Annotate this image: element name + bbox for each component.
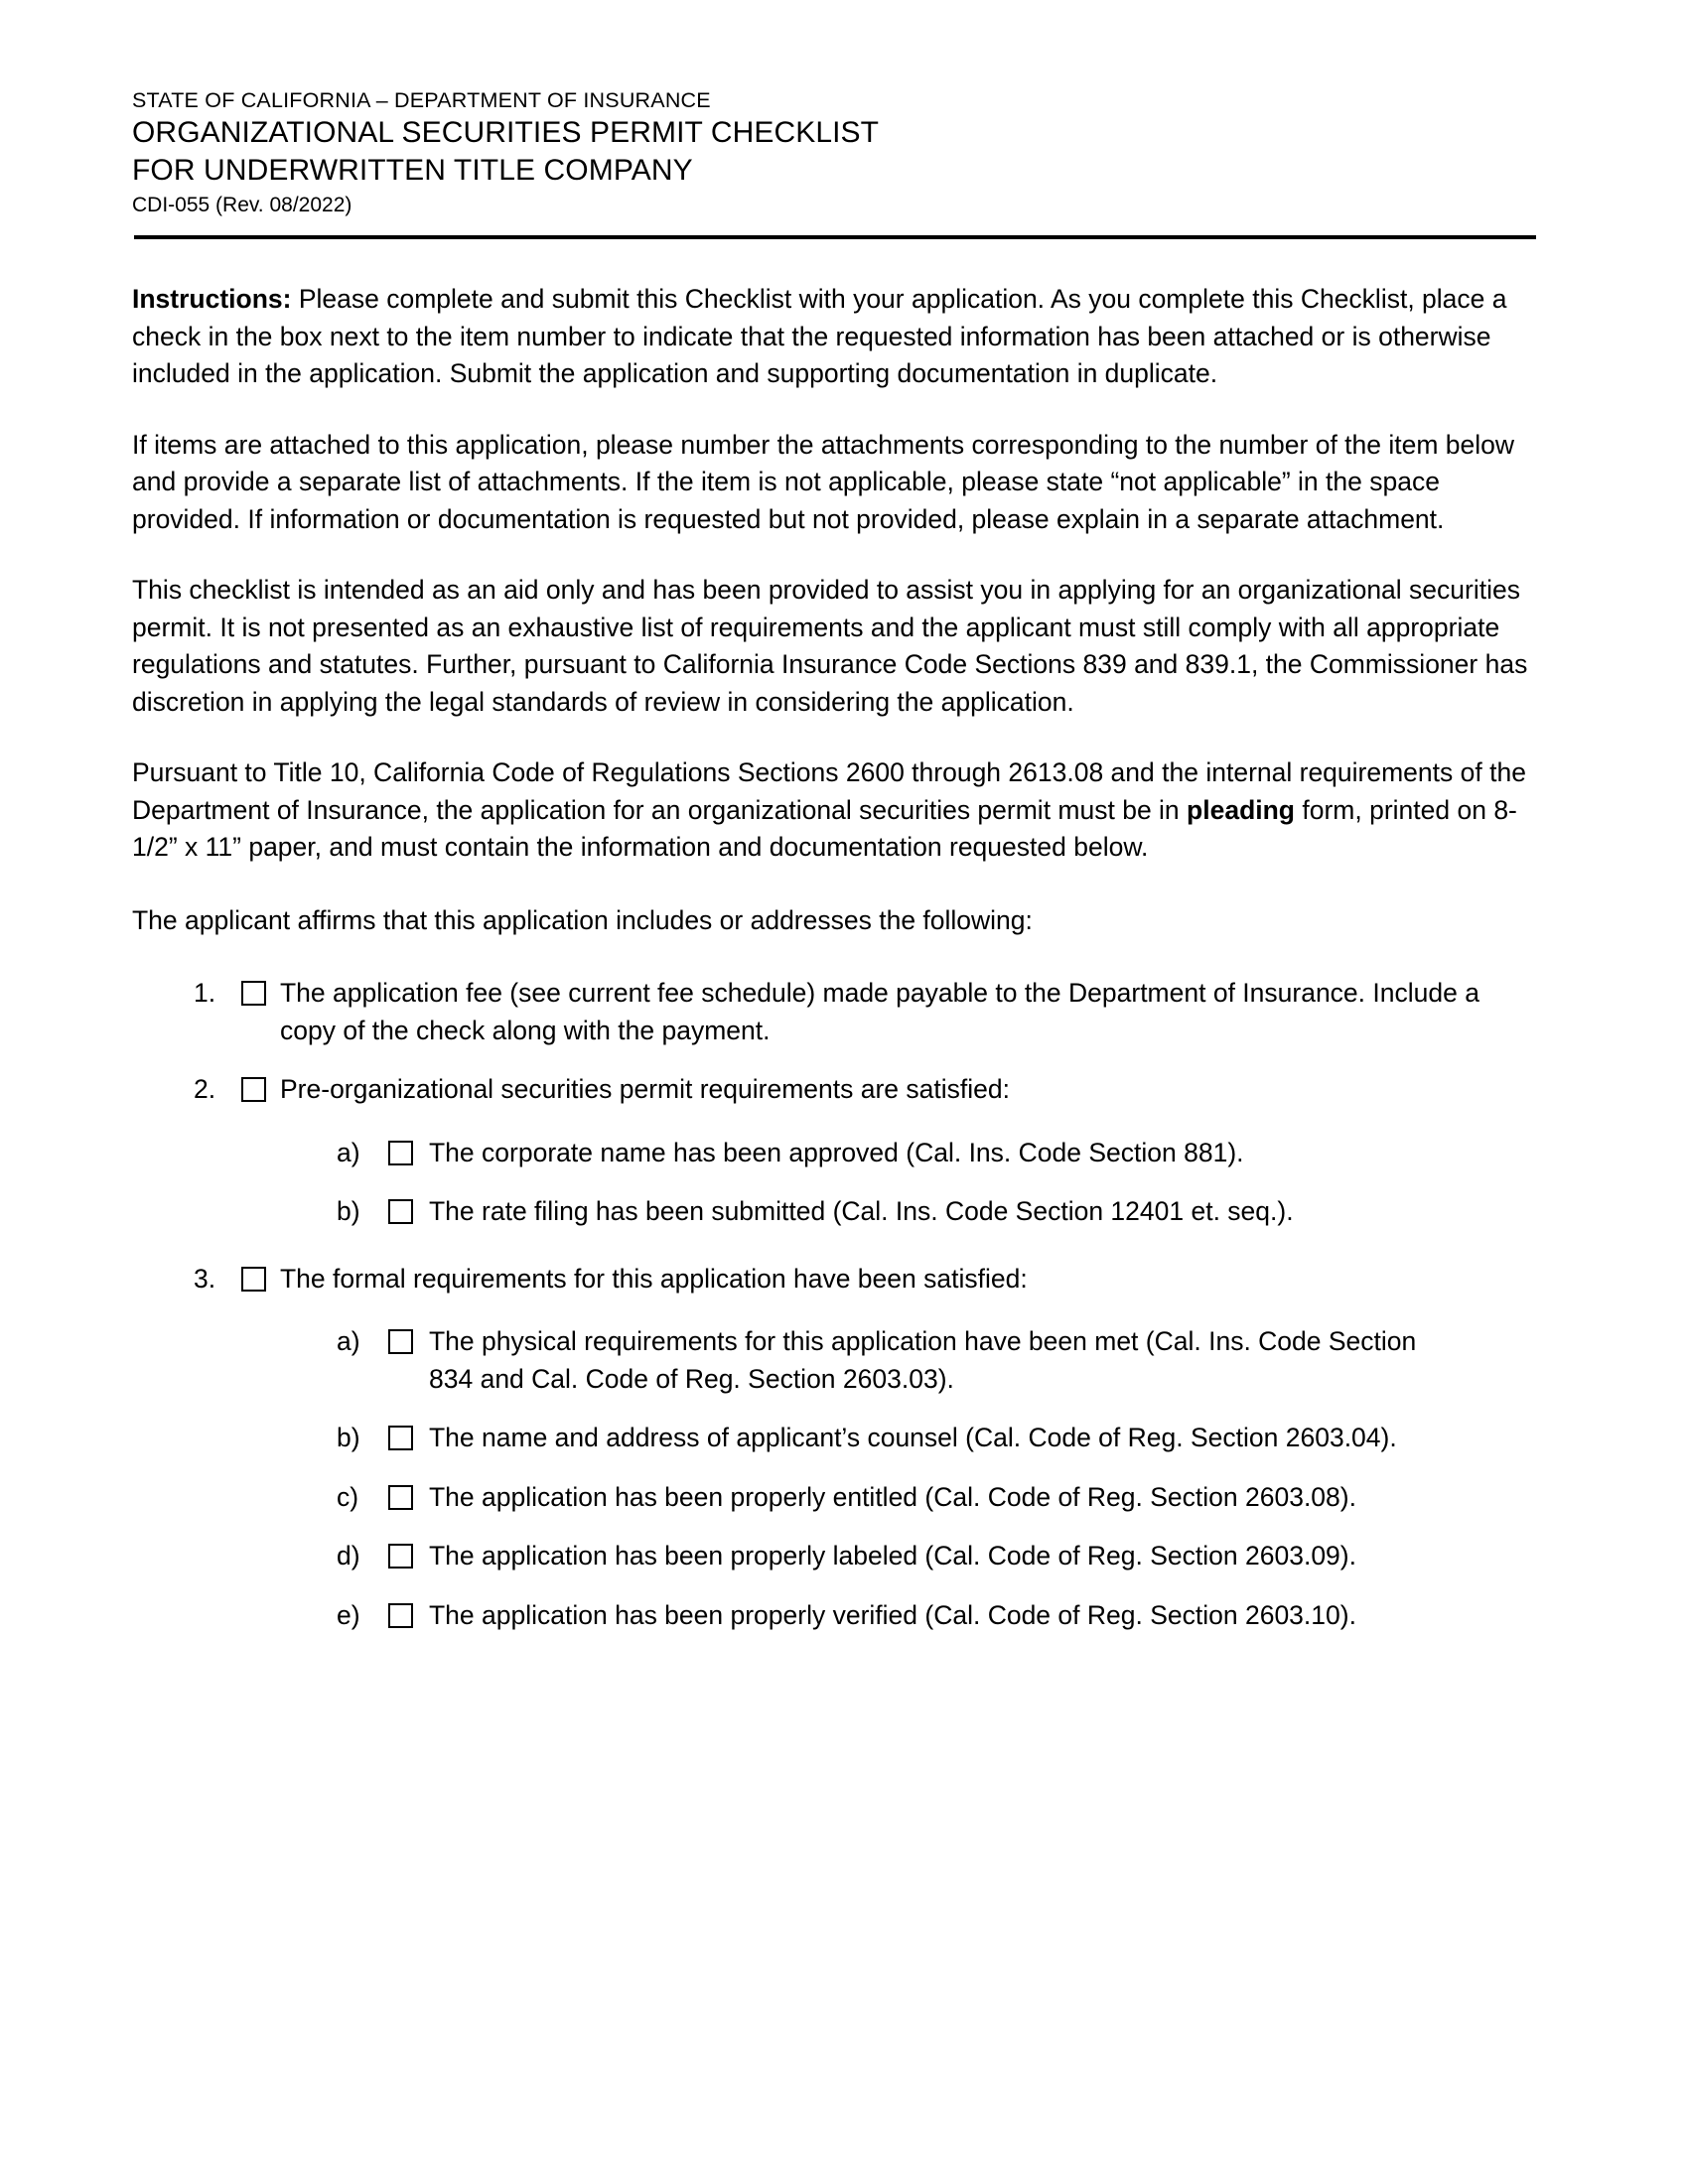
item-marker: 1. [194, 978, 216, 1008]
sub-item-marker: a) [337, 1326, 360, 1356]
document-header [132, 87, 1537, 239]
checklist-item[interactable] [132, 975, 1537, 1049]
sub-item-marker: c) [337, 1481, 359, 1512]
checklist-sub-item[interactable] [132, 1538, 1537, 1575]
page-title-line-2: FOR UNDERWRITTEN TITLE COMPANY [132, 154, 693, 187]
checklist-sub-item[interactable] [132, 1323, 1537, 1398]
checklist-sub-item[interactable] [132, 1420, 1537, 1457]
item-label: Pre-organizational securities permit requirements are satisfied: [280, 1074, 1010, 1104]
checkbox[interactable] [241, 1077, 266, 1102]
checkbox[interactable] [388, 1544, 413, 1569]
instructions-label: Instructions: [132, 284, 292, 314]
checkbox[interactable] [388, 1329, 413, 1354]
instructions-paragraph-1-text: Please complete and submit this Checklist with your application. As you complete this Checklist, place a check in the box next to the item number to indicate that the requested information has been attached or is otherwise included in the application. Submit the application and supporting documentation in duplicate. [132, 284, 1507, 388]
instructions-paragraph-3: This checklist is intended as an aid only and has been provided to assist you in applying for an organizational securities permit. It is not presented as an exhaustive list of requirements and the applicant must still comply with all appropriate regulations and statutes. Further, pursuant to California Insurance Code Sections 839 and 839.1, the Commissioner has discretion in applying the legal standards of review in considering the application. [132, 575, 1528, 717]
checkbox[interactable] [388, 1603, 413, 1628]
sub-item-marker: b) [337, 1423, 360, 1452]
sub-item-label: The name and address of applicant’s counsel (Cal. Code of Reg. Section 2603.04). [429, 1423, 1397, 1452]
checkbox[interactable] [388, 1485, 413, 1510]
agency-line: STATE OF CALIFORNIA – DEPARTMENT OF INSURANCE [132, 88, 711, 112]
instructions-section [132, 281, 1537, 939]
item-marker: 3. [194, 1263, 216, 1294]
item-label: The formal requirements for this application have been satisfied: [280, 1263, 1028, 1294]
checkbox[interactable] [241, 981, 266, 1006]
checklist-sub-item[interactable] [132, 1135, 1537, 1172]
checklist-sub-item[interactable] [132, 1193, 1537, 1231]
sub-item-label: The application has been properly labeled (Cal. Code of Reg. Section 2603.09). [429, 1541, 1356, 1570]
checklist-item[interactable] [132, 1071, 1537, 1109]
item-label: The application fee (see current fee schedule) made payable to the Department of Insurance. Include a copy of the check along with the payment. [280, 978, 1479, 1045]
checkbox[interactable] [388, 1199, 413, 1224]
sub-item-label: The application has been properly verified (Cal. Code of Reg. Section 2603.10). [429, 1599, 1356, 1630]
sub-item-marker: d) [337, 1541, 360, 1570]
paragraph-4-part-2: form, printed on 8-1/2” x 11” paper, and must contain the information and documentation requested below. [132, 794, 1517, 862]
checklist-sub-item[interactable] [132, 1479, 1537, 1517]
checklist [132, 975, 1537, 1634]
checklist-lead-in: The applicant affirms that this application includes or addresses the following: [132, 904, 1033, 935]
item-marker: 2. [194, 1074, 216, 1104]
checklist-item[interactable] [132, 1261, 1537, 1298]
sub-item-label: The physical requirements for this application have been met (Cal. Ins. Code Section 834 and Cal. Code of Reg. Section 2603.03). [429, 1326, 1417, 1394]
sub-checklist [132, 1135, 1537, 1231]
header-divider [134, 235, 1536, 239]
instructions-paragraph-4 [132, 754, 1534, 867]
sub-item-marker: a) [337, 1137, 360, 1167]
sub-item-marker: e) [337, 1599, 360, 1630]
document-content [132, 87, 1537, 1656]
page-title-line-1: ORGANIZATIONAL SECURITIES PERMIT CHECKLIST [132, 116, 880, 149]
instructions-paragraph-1 [132, 281, 1534, 393]
sub-item-label: The corporate name has been approved (Cal. Ins. Code Section 881). [429, 1137, 1244, 1167]
paragraph-4-part-1: Pursuant to Title 10, California Code of Regulations Sections 2600 through 2613.08 and the internal requirements of the Department of Insurance, the application for an organizational securities permit must be in [132, 757, 1526, 825]
sub-item-label: The rate filing has been submitted (Cal. Ins. Code Section 12401 et. seq.). [429, 1196, 1294, 1226]
sub-checklist [132, 1323, 1537, 1634]
paragraph-4-emphasis: pleading [1187, 794, 1295, 825]
checkbox[interactable] [388, 1141, 413, 1165]
instructions-paragraph-2: If items are attached to this application, please number the attachments corresponding to the number of the item below and provide a separate list of attachments. If the item is not applicable, please state “not applicable” in the space provided. If information or documentation is requested but not provided, please explain in a separate attachment. [132, 429, 1515, 534]
checklist-sub-item[interactable] [132, 1597, 1537, 1635]
sub-item-label: The application has been properly entitled (Cal. Code of Reg. Section 2603.08). [429, 1481, 1356, 1512]
form-number: CDI-055 (Rev. 08/2022) [132, 194, 352, 216]
checkbox[interactable] [241, 1267, 266, 1292]
checkbox[interactable] [388, 1426, 413, 1450]
sub-item-marker: b) [337, 1196, 360, 1226]
